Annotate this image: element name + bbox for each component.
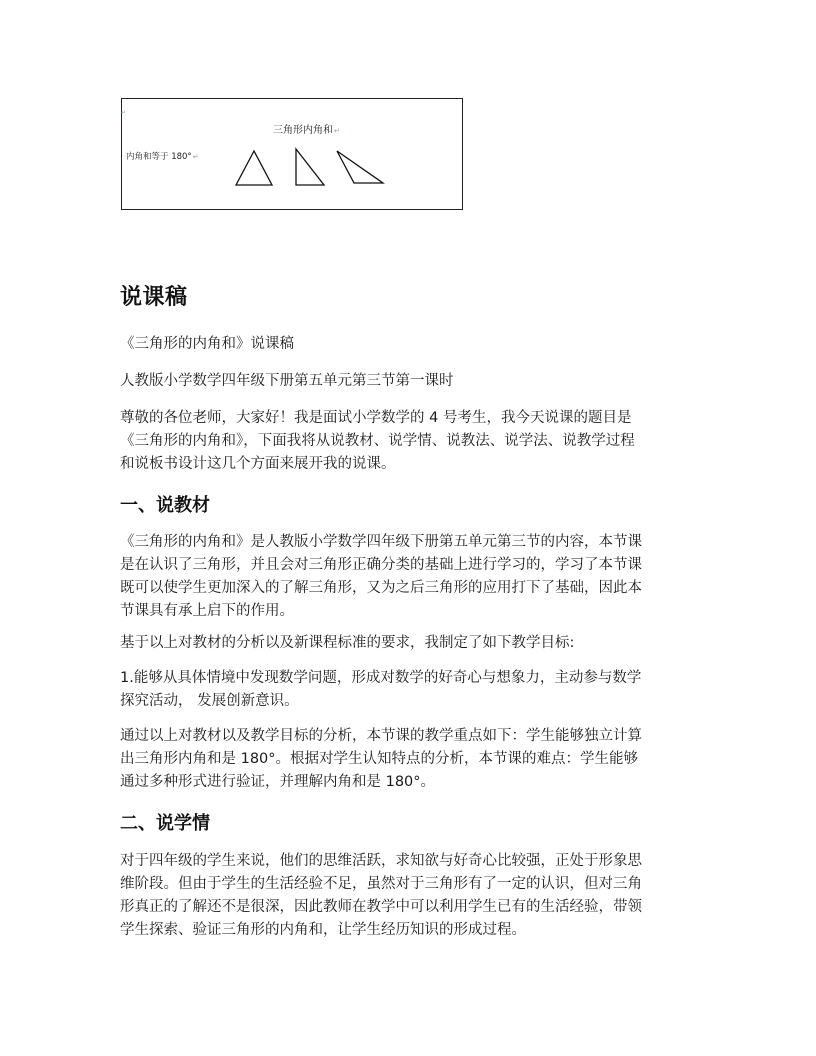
paragraph-mark-icon: ↵ — [192, 153, 199, 161]
paragraph-mark-icon: ↵ — [334, 127, 340, 135]
paragraph-line: 是在认识了三角形，并且会对三角形正确分类的基础上进行学习的，学习了本节课 — [120, 557, 642, 573]
triangle-figure — [121, 98, 463, 210]
paragraph-line: 维阶段。但由于学生的生活经验不足，虽然对于三角形有了一定的认识，但对三角 — [120, 876, 642, 892]
section-heading: 一、说教材 — [120, 495, 210, 516]
document-title: 说课稿 — [120, 285, 188, 310]
figure-title: 三角形内角和↵ — [273, 125, 340, 136]
paragraph-line: 学生探索、验证三角形的内角和，让学生经历知识的形成过程。 — [120, 922, 526, 938]
section-heading: 二、说学情 — [120, 813, 210, 834]
paragraph-mark-icon: ↵ — [121, 109, 127, 116]
course-info: 人教版小学数学四年级下册第五单元第三节第一课时 — [120, 373, 454, 389]
goal-line: 探究活动， 发展创新意识。 — [120, 693, 299, 709]
paragraph-line: 基于以上对教材的分析以及新课程标准的要求，我制定了如下教学目标: — [120, 635, 575, 651]
paragraph-line: 通过以上对教材以及教学目标的分析，本节课的教学重点如下：学生能够独立计算 — [120, 728, 642, 744]
paragraph-line: 《三角形的内角和》是人教版小学数学四年级下册第五单元第三节的内容，本节课 — [120, 534, 642, 550]
figure-note: 内角和等于 180°↵ — [126, 152, 199, 162]
intro-line: 和说板书设计这几个方面来展开我的说课。 — [120, 456, 396, 472]
goal-line: 1.能够从具体情境中发现数学问题，形成对数学的好奇心与想象力，主动参与数学 — [120, 670, 642, 686]
equilateral-triangle-icon — [236, 151, 272, 185]
paragraph-line: 通过多种形式进行验证，并理解内角和是 180°。 — [120, 774, 436, 790]
intro-line: 尊敬的各位老师，大家好！我是面试小学数学的 4 号考生，我今天说课的题目是 — [120, 410, 632, 426]
triangles-illustration — [232, 145, 392, 189]
paragraph-line: 形真正的了解还不是很深，因此教师在教学中可以利用学生已有的生活经验，带领 — [120, 899, 642, 915]
obtuse-triangle-icon — [337, 151, 383, 183]
paragraph-line: 既可以使学生更加深入的了解三角形，又为之后三角形的应用打下了基础，因此本 — [120, 580, 642, 596]
paragraph-line: 出三角形内角和是 180°。根据对学生认知特点的分析，本节课的难点：学生能够 — [120, 751, 639, 767]
document-subtitle: 《三角形的内角和》说课稿 — [120, 336, 294, 352]
paragraph-line: 对于四年级的学生来说，他们的思维活跃，求知欲与好奇心比较强，正处于形象思 — [120, 853, 642, 869]
right-triangle-icon — [296, 149, 324, 185]
intro-line: 《三角形的内角和》，下面我将从说教材、说学情、说教法、说学法、说教学过程 — [120, 433, 635, 449]
paragraph-line: 节课具有承上启下的作用。 — [120, 603, 294, 619]
